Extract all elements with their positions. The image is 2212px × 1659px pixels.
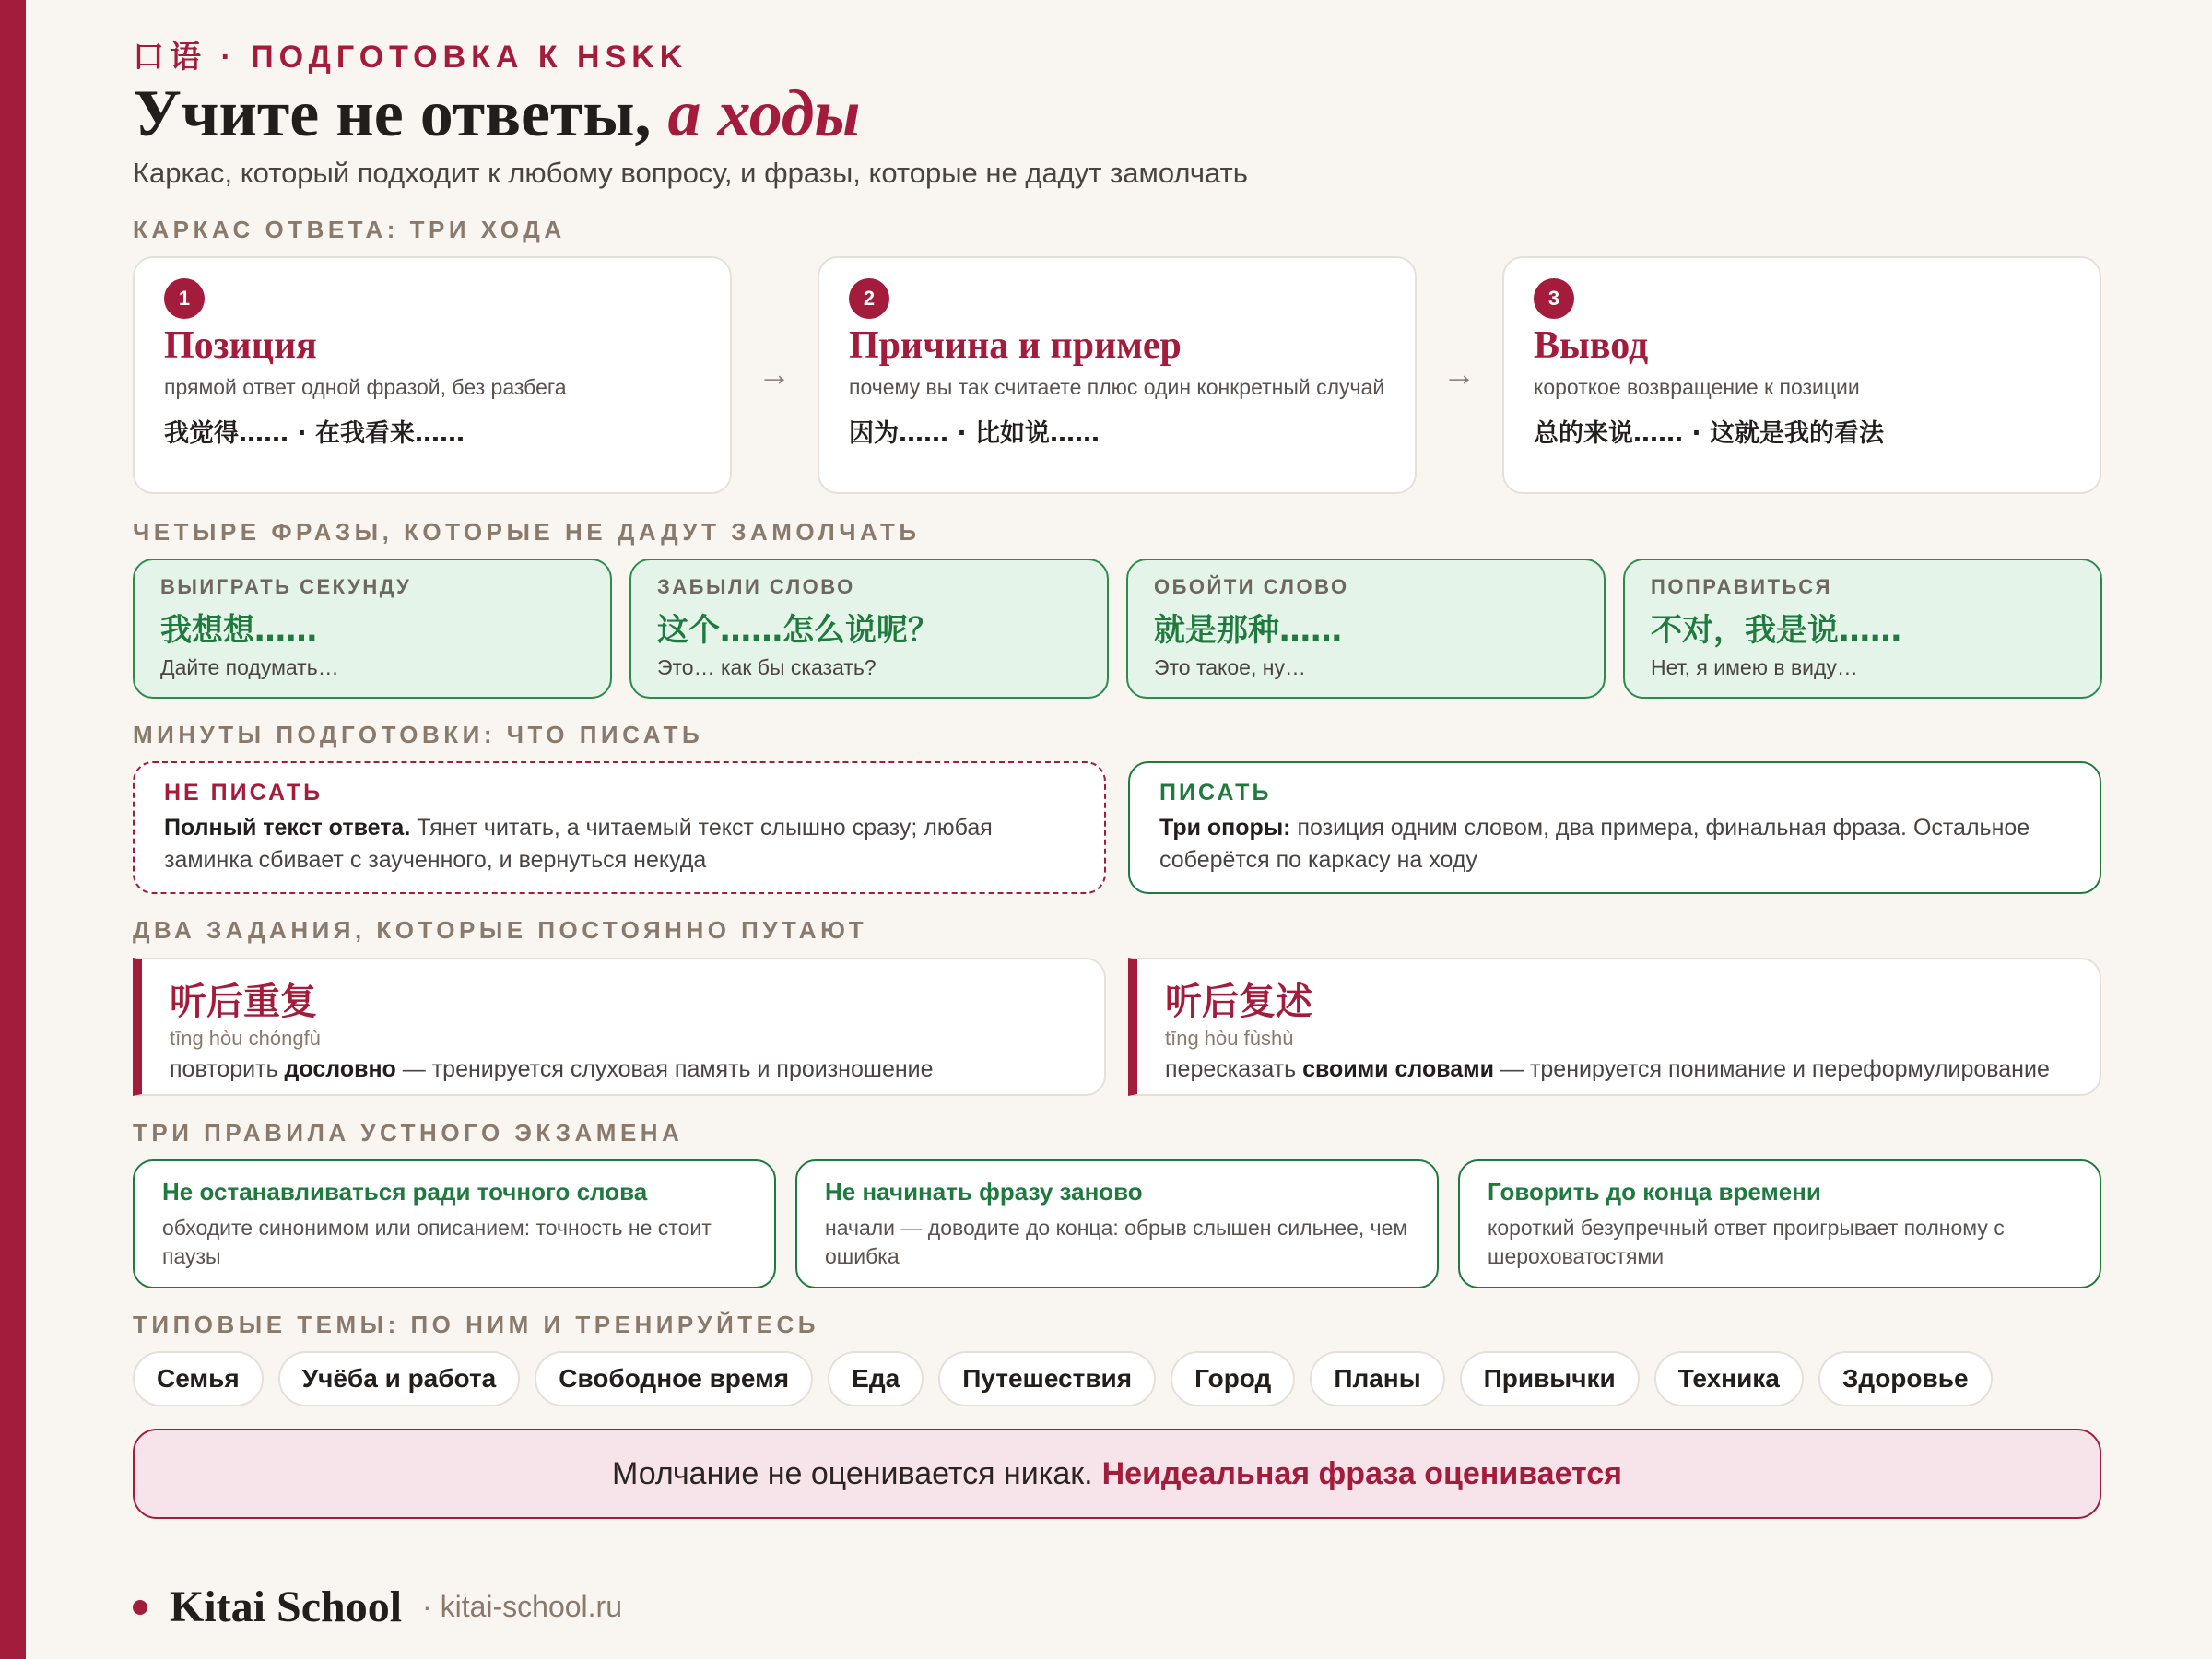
section-framework-label: КАРКАС ОТВЕТА: ТРИ ХОДА [133, 216, 566, 243]
step-description: короткое возвращение к позиции [1534, 375, 1860, 400]
step-card-3 [1502, 256, 2101, 494]
step-description: почему вы так считаете плюс один конкретный случай [849, 375, 1385, 400]
step-title: Вывод [1534, 324, 1649, 367]
prep-do-text [1159, 812, 2070, 877]
topic-chip: Планы [1310, 1351, 1444, 1406]
task-pinyin: tīng hòu fùshù [1165, 1027, 1294, 1050]
topic-chip: Учёба и работа [278, 1351, 521, 1406]
phrase-purpose: ОБОЙТИ СЛОВО [1154, 575, 1349, 598]
phrase-translation: Это… как бы сказать? [657, 655, 877, 679]
phrase-card [629, 559, 1109, 699]
phrase-chinese: 就是那种…… [1154, 612, 1342, 649]
section-phrases-label: ЧЕТЫРЕ ФРАЗЫ, КОТОРЫЕ НЕ ДАДУТ ЗАМОЛЧАТЬ [133, 518, 921, 546]
rule-description: начали — доводите до конца: обрыв слышен сильнее, чем ошибка [825, 1216, 1408, 1269]
step-phrase: 总的来说…… · 这就是我的看法 [1534, 418, 1885, 448]
step-number: 2 [849, 278, 889, 319]
section-topics-label: ТИПОВЫЕ ТЕМЫ: ПО НИМ И ТРЕНИРУЙТЕСЬ [133, 1311, 819, 1338]
task-desc-bold: своими словами [1302, 1056, 1495, 1082]
phrase-translation: Нет, я имею в виду… [1651, 655, 1858, 679]
rule-card [1458, 1159, 2101, 1288]
brand-name: Kitai School [170, 1583, 403, 1631]
task-desc-bold: дословно [284, 1056, 396, 1082]
topic-chip: Город [1171, 1351, 1295, 1406]
phrase-chinese: 我想想…… [160, 612, 317, 649]
task-description [1165, 1056, 2072, 1083]
site-link[interactable]: · kitai-school.ru [422, 1590, 622, 1623]
prep-dont-card [133, 761, 1106, 894]
eyebrow: 口语 · ПОДГОТОВКА К HSKK [133, 40, 688, 75]
step-number: 1 [164, 278, 205, 319]
phrase-purpose: ПОПРАВИТЬСЯ [1651, 575, 1832, 598]
task-card [133, 958, 1106, 1096]
step-title: Причина и пример [849, 324, 1182, 367]
step-number: 3 [1534, 278, 1574, 319]
footer [133, 1582, 622, 1632]
step-card-2 [818, 256, 1417, 494]
topic-chip: Свободное время [535, 1351, 813, 1406]
prep-do-card [1128, 761, 2101, 894]
rule-card [133, 1159, 776, 1288]
phrase-purpose: ЗАБЫЛИ СЛОВО [657, 575, 855, 598]
arrow-icon: → [1442, 355, 1476, 393]
step-description: прямой ответ одной фразой, без разбега [164, 375, 567, 400]
phrase-translation: Дайте подумать… [160, 655, 339, 679]
topic-list [133, 1351, 1993, 1406]
section-rules-label: ТРИ ПРАВИЛА УСТНОГО ЭКЗАМЕНА [133, 1119, 684, 1147]
phrase-card [1126, 559, 1606, 699]
prep-do-label: ПИСАТЬ [1159, 780, 1272, 806]
phrase-card [133, 559, 612, 699]
prep-do-body: позиция одним словом, два примера, финальная фраза. Остальное соберётся по каркасу на ходу [1159, 815, 2030, 873]
left-accent-bar [0, 0, 26, 1659]
topic-chip: Еда [828, 1351, 924, 1406]
phrase-chinese: 不对，我是说…… [1651, 612, 1901, 649]
prep-dont-body: Тянет читать, а читаемый текст слышно сразу; любая заминка сбивает с заученного, и вернуться некуда [164, 815, 993, 873]
arrow-icon: → [758, 355, 791, 393]
brand-dot-icon [133, 1600, 147, 1615]
rule-title: Говорить до конца времени [1488, 1178, 1821, 1206]
rule-title: Не начинать фразу заново [825, 1178, 1143, 1206]
task-chinese: 听后复述 [1165, 981, 1312, 1023]
rule-title: Не останавливаться ради точного слова [162, 1178, 648, 1206]
task-card [1128, 958, 2101, 1096]
prep-dont-label: НЕ ПИСАТЬ [164, 780, 324, 806]
task-pinyin: tīng hòu chóngfù [170, 1027, 321, 1050]
key-message-banner [133, 1429, 2101, 1519]
section-tasks-label: ДВА ЗАДАНИЯ, КОТОРЫЕ ПОСТОЯННО ПУТАЮТ [133, 916, 868, 944]
topic-chip: Здоровье [1818, 1351, 1993, 1406]
task-chinese: 听后重复 [170, 981, 317, 1023]
topic-chip: Путешествия [938, 1351, 1156, 1406]
task-desc-post: — тренируется слуховая память и произношение [395, 1056, 934, 1082]
section-prep-label: МИНУТЫ ПОДГОТОВКИ: ЧТО ПИСАТЬ [133, 721, 704, 748]
title-main: Учите не ответы, [133, 76, 668, 150]
prep-do-bold: Три опоры: [1159, 815, 1291, 841]
task-desc-pre: повторить [170, 1056, 285, 1082]
phrase-card [1623, 559, 2102, 699]
rule-card [795, 1159, 1439, 1288]
step-card-1 [133, 256, 732, 494]
topic-chip: Семья [133, 1351, 264, 1406]
rule-description: обходите синонимом или описанием: точность не стоит паузы [162, 1216, 712, 1269]
step-phrase: 我觉得…… · 在我看来…… [164, 418, 465, 448]
title-accent: а ходы [667, 76, 861, 150]
topic-chip: Привычки [1460, 1351, 1640, 1406]
topic-chip: Техника [1654, 1351, 1804, 1406]
task-desc-post: — тренируется понимание и переформулирование [1494, 1056, 2050, 1082]
task-description [170, 1056, 1077, 1083]
task-desc-pre: пересказать [1165, 1056, 1303, 1082]
step-title: Позиция [164, 324, 317, 367]
prep-dont-text [164, 812, 1075, 877]
step-phrase: 因为…… · 比如说…… [849, 418, 1100, 448]
page-title [133, 76, 860, 152]
page-subtitle: Каркас, который подходит к любому вопросу, и фразы, которые не дадут замолчать [133, 157, 1248, 189]
phrase-translation: Это такое, ну… [1154, 655, 1306, 679]
banner-text: Молчание не оценивается никак. [612, 1455, 1093, 1491]
rule-description: короткий безупречный ответ проигрывает полному с шероховатостями [1488, 1216, 2005, 1269]
phrase-purpose: ВЫИГРАТЬ СЕКУНДУ [160, 575, 412, 598]
banner-accent: Неидеальная фраза оценивается [1101, 1455, 1622, 1491]
prep-dont-bold: Полный текст ответа. [164, 815, 411, 841]
phrase-chinese: 这个……怎么说呢？ [657, 612, 939, 649]
